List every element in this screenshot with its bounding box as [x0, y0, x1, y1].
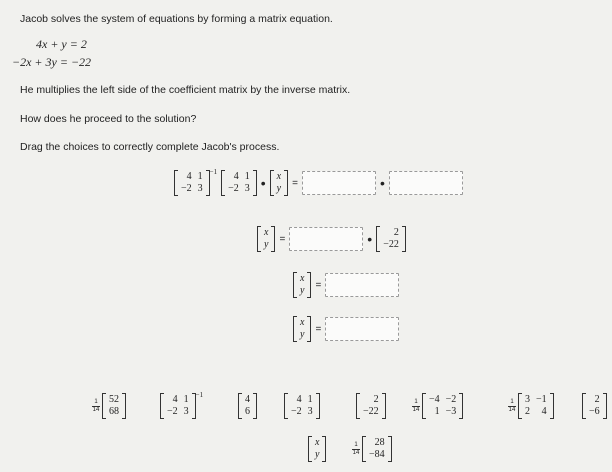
work-line-1: 4 1 −2 3 $^{-1}$ 4 1 −2 3 • x y = •: [174, 170, 463, 196]
work-line-2: x y = • 2 −22: [257, 226, 406, 252]
equation-1: 4x + y = 2: [36, 37, 87, 51]
drop-zone-4[interactable]: [325, 273, 399, 297]
choice-tile[interactable]: $\frac{1}{14}$ 52 68: [92, 393, 126, 419]
drop-zone-3[interactable]: [289, 227, 363, 251]
work-line-4: x y =: [293, 316, 399, 342]
question-text: How does he proceed to the solution?: [20, 113, 197, 125]
choice-tile[interactable]: $\frac{1}{14}$ 28 −84: [352, 436, 392, 462]
choice-tile[interactable]: $\frac{1}{14}$ −4 −2 1 −3: [412, 393, 463, 419]
drop-zone-1[interactable]: [302, 171, 376, 195]
variable-matrix: x y: [293, 272, 311, 298]
statement-text: He multiplies the left side of the coefficient matrix by the inverse matrix.: [20, 84, 351, 96]
drop-zone-5[interactable]: [325, 317, 399, 341]
work-line-3: x y =: [293, 272, 399, 298]
equation-2: −2x + 3y = −22: [12, 55, 92, 69]
coefficient-matrix: 4 1 −2 3: [221, 170, 257, 196]
constant-matrix: 2 −22: [376, 226, 406, 252]
choice-tile[interactable]: 4 1 −2 3: [284, 393, 320, 419]
variable-matrix: x y: [293, 316, 311, 342]
choice-tile[interactable]: 4 6: [238, 393, 257, 419]
drop-zone-2[interactable]: [389, 171, 463, 195]
inverse-coefficient-matrix: 4 1 −2 3 $^{-1}$: [174, 170, 217, 196]
choice-tile[interactable]: 2 −22: [356, 393, 386, 419]
choice-tile[interactable]: 2 −6: [582, 393, 607, 419]
instruction-text: Drag the choices to correctly complete Jacob's process.: [20, 141, 280, 153]
variable-matrix: x y: [270, 170, 288, 196]
intro-text: Jacob solves the system of equations by forming a matrix equation.: [20, 13, 333, 25]
choice-tile[interactable]: x y: [308, 436, 326, 462]
choice-tile[interactable]: 4 1 −2 3 $^{-1}$: [160, 393, 203, 419]
choice-tile[interactable]: $\frac{1}{14}$ 3 −1 2 4: [508, 393, 554, 419]
variable-matrix: x y: [257, 226, 275, 252]
